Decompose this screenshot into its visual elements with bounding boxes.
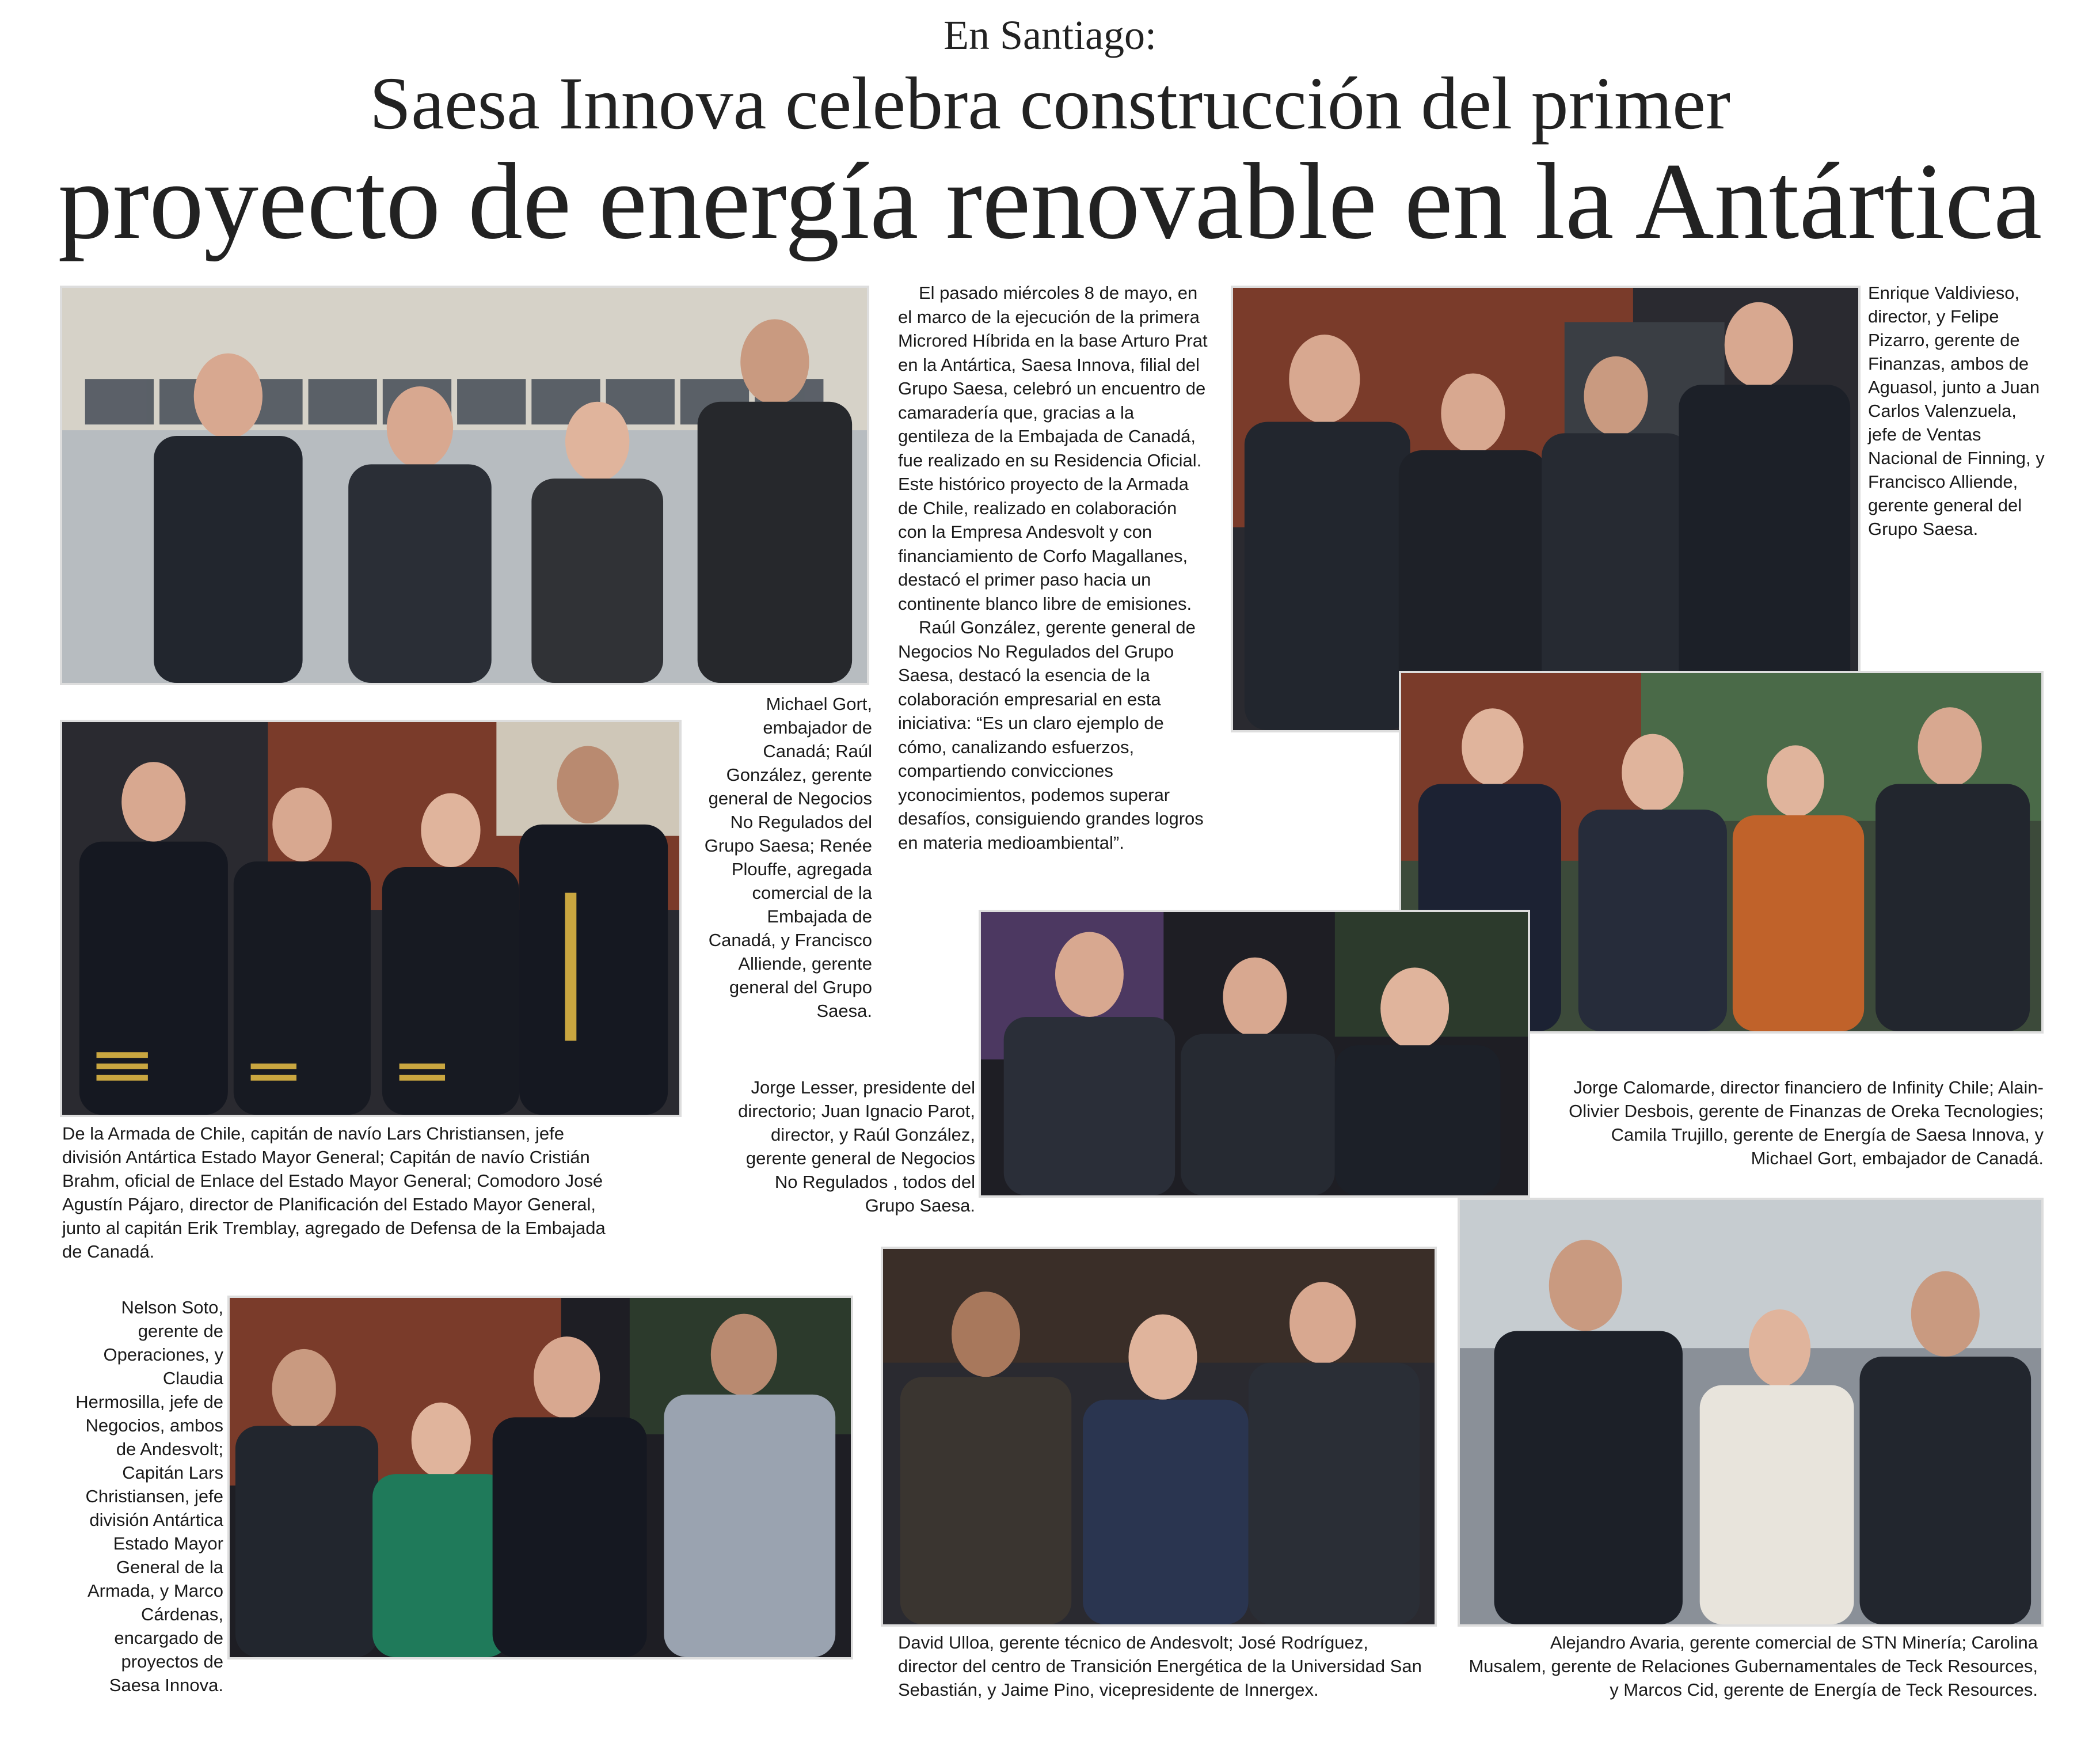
caption-photo-2: De la Armada de Chile, capitán de navío Lars Christiansen, jefe división Antártica Estado Mayor General; Capitán de navío Cristián Brahm, oficial de Enlace del Estado Mayor General; Comodoro José Agustín Pájaro, director de Planificación del Estado Mayor General, junto al capitán Erik Tremblay, agregado de Defensa de la Embajada de Canadá.	[62, 1123, 606, 1262]
headline-line-2: proyecto de energía renovable en la Antártica	[58, 141, 2042, 262]
photo-andesvolt-group	[227, 1296, 853, 1659]
headline-line-1: Saesa Innova celebra construcción del primer	[369, 62, 1731, 145]
photo-saesa-directors-group	[979, 910, 1530, 1198]
caption-photo-7: David Ulloa, gerente técnico de Andesvolt; José Rodríguez, director del centro de Transición Energética de la Universidad San Sebastián, y Jaime Pino, vicepresidente de Innergex.	[898, 1632, 1422, 1700]
article-body	[898, 281, 1209, 854]
caption-photo-1: Michael Gort, embajador de Canadá; Raúl González, gerente general de Negocios No Regulados del Grupo Saesa; Renée Plouffe, agregada comercial de la Embajada de Canadá, y Francisco Alliende, gerente general del Grupo Saesa.	[704, 694, 872, 1021]
photo-aguasol-finning-group	[1231, 286, 1861, 732]
photo-transicion-energetica-group	[881, 1247, 1437, 1627]
caption-photo-5: Jorge Lesser, presidente del directorio; Juan Ignacio Parot, director, y Raúl González, gerente general de Negocios No Regulados , todos del Grupo Saesa.	[738, 1077, 975, 1216]
caption-photo-4: Jorge Calomarde, director financiero de Infinity Chile; Alain- Olivier Desbois, gerente de Finanzas de Oreka Tecnologies; Camila Trujillo, gerente de Energía de Saesa Innova, y Michael Gort, embajador de Canadá.	[1569, 1077, 2044, 1168]
kicker: En Santiago:	[944, 12, 1156, 58]
article-paragraph-2: Raúl González, gerente general de Negocios No Regulados del Grupo Saesa, destacó la esencia de la colaboración empresarial en esta iniciativa: “Es un claro ejemplo de cómo, canalizando esfuerzos, compartiendo convicciones yconocimientos, podemos superar desafíos, consiguiendo grandes logros en materia medioambiental”.	[898, 617, 1204, 853]
article-paragraph-1: El pasado miércoles 8 de mayo, en el marco de la ejecución de la primera Microred Híbrida en la base Arturo Prat en la Antártica, Saesa Innova, filial del Grupo Saesa, celebró un encuentro de camaradería que, gracias a la gentileza de la Embajada de Canadá, fue realizado en su Residencia Oficial. Este histórico proyecto de la Armada de Chile, realizado en colaboración con la Empresa Andesvolt y con financiamiento de Corfo Magallanes, destacó el primer paso hacia un continente blanco libre de emisiones.	[898, 283, 1208, 614]
caption-photo-8: Alejandro Avaria, gerente comercial de STN Minería; Carolina Musalem, gerente de Relaciones Gubernamentales de Teck Resources, y Marcos Cid, gerente de Energía de Teck Resources.	[1469, 1632, 2038, 1700]
photo-teck-resources-group	[1458, 1198, 2044, 1627]
caption-photo-3: Enrique Valdivieso, director, y Felipe Pizarro, gerente de Finanzas, ambos de Aguasol, junto a Juan Carlos Valenzuela, jefe de Ventas Nacional de Finning, y Francisco Alliende, gerente general del Grupo Saesa.	[1868, 283, 2045, 539]
photo-navy-officers	[60, 720, 682, 1117]
photo-solar-panels-group	[60, 286, 869, 685]
caption-photo-6: Nelson Soto, gerente de Operaciones, y Claudia Hermosilla, jefe de Negocios, ambos de Andesvolt; Capitán Lars Christiansen, jefe división Antártica Estado Mayor General de la Armada, y Marco Cárdenas, encargado de proyectos de Saesa Innova.	[75, 1297, 223, 1695]
